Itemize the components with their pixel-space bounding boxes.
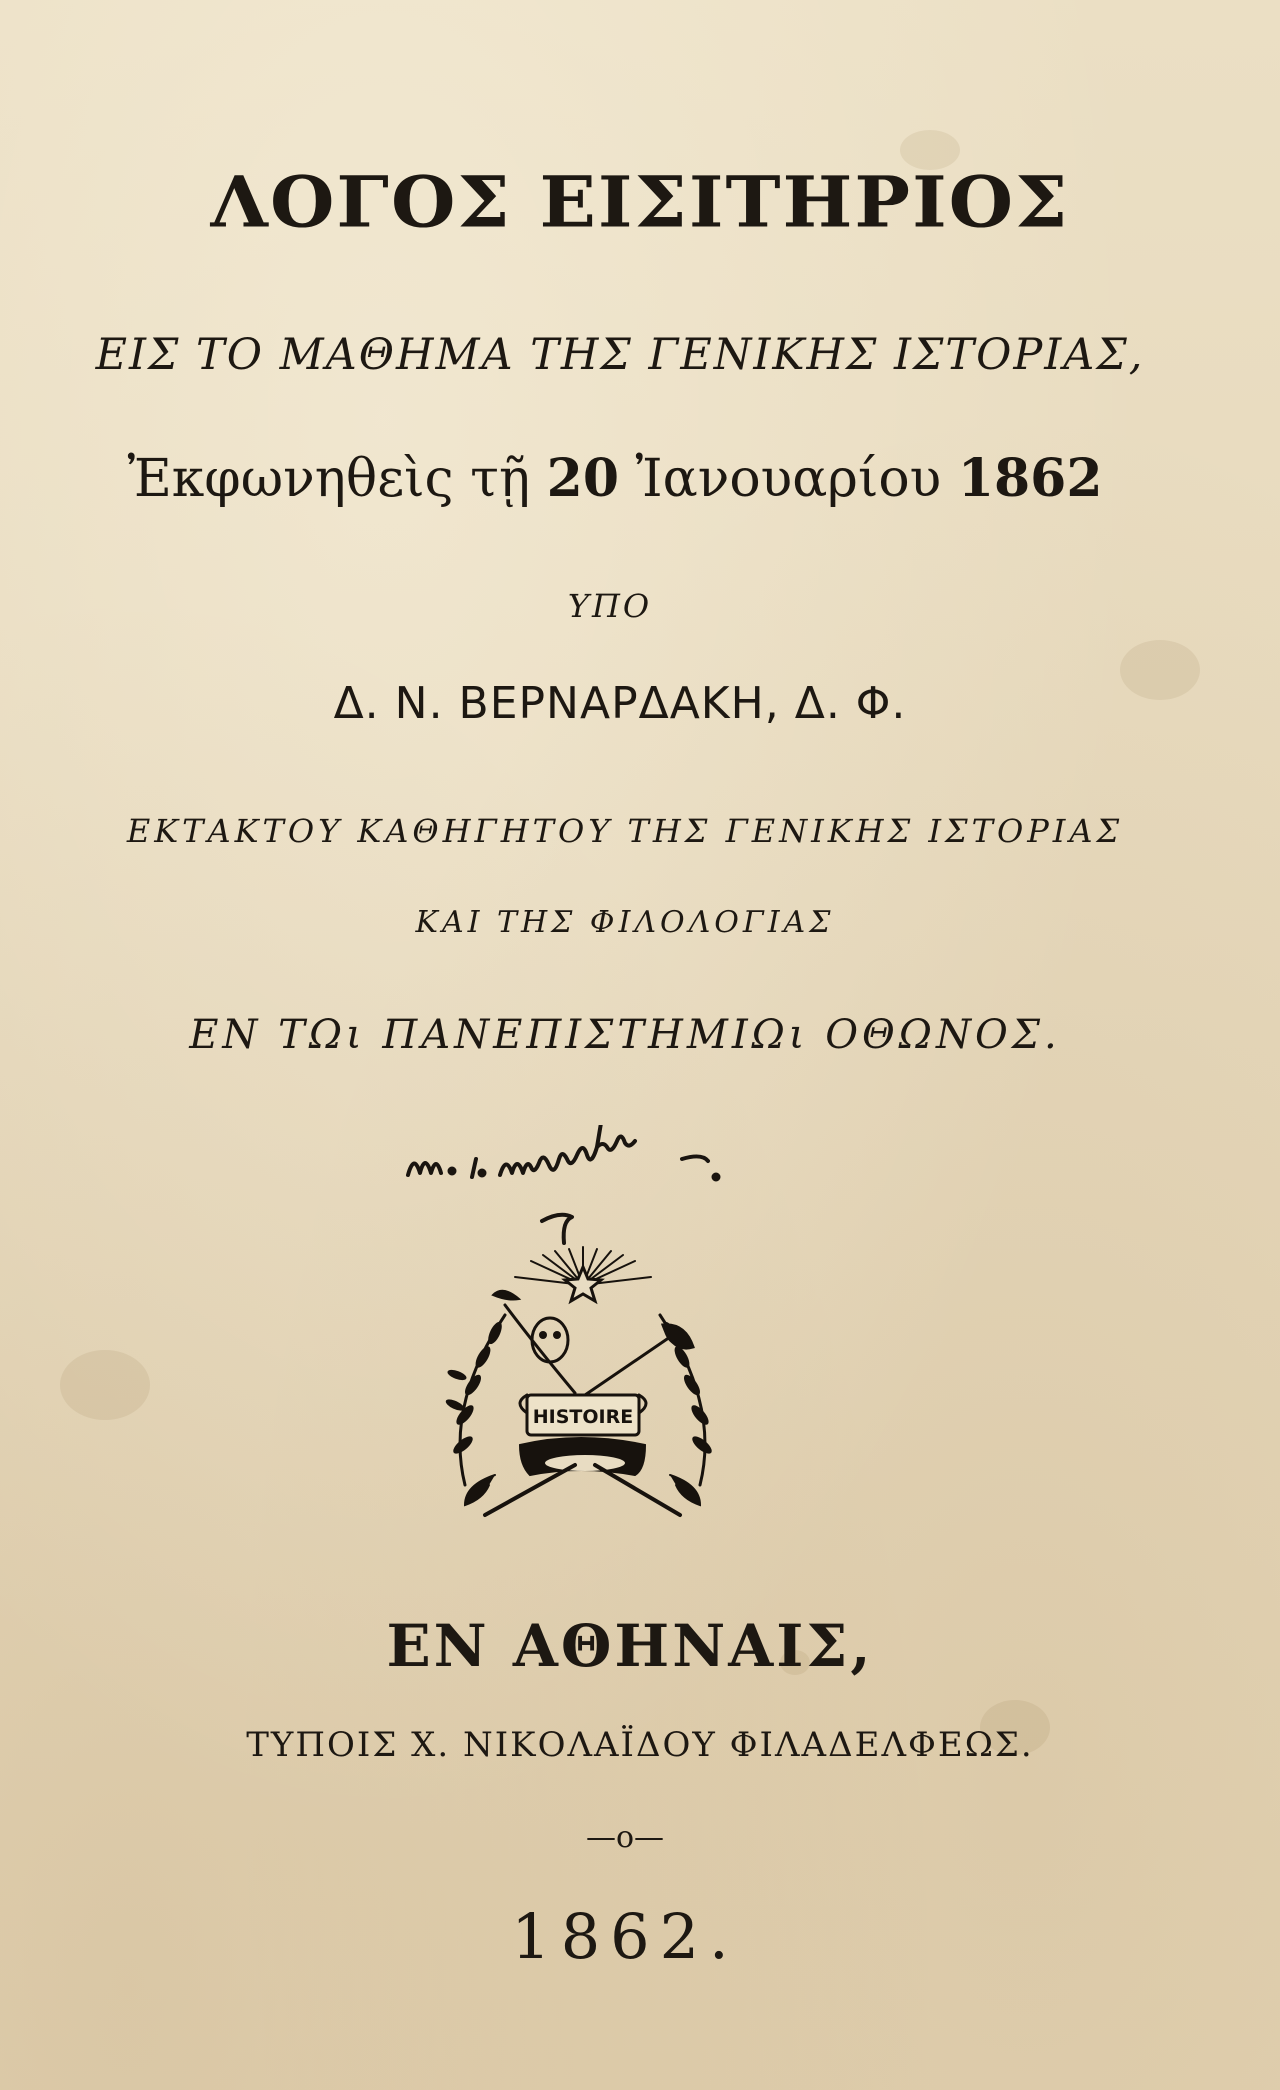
imprint-city: ΕΝ ΑΘΗΝΑΙΣ, <box>386 1612 874 1680</box>
delivery-date-line <box>0 448 1255 509</box>
author-position-line-3: ΕΝ ΤΩι ΠΑΝΕΠΙΣΤΗΜΙΩι ΟΘΩΝΟΣ. <box>189 1012 1061 1058</box>
book-subtitle: ΕΙΣ ΤΟ ΜΑΘΗΜΑ ΤΗΣ ΓΕΝΙΚΗΣ ΙΣΤΟΡΙΑΣ, <box>95 330 1145 380</box>
author-position-line-1: ΕΚΤΑΚΤΟΥ ΚΑΘΗΓΗΤΟΥ ΤΗΣ ΓΕΝΙΚΗΣ ΙΣΤΟΡΙΑΣ <box>126 812 1124 850</box>
delivery-month: Ἰανουαρίου <box>635 449 942 509</box>
delivery-year: 1862 <box>957 448 1103 509</box>
delivery-prefix: Ἐκφωνηθεὶς τῇ <box>127 449 531 509</box>
emblem-banner-text: HISTOIRE <box>532 1406 634 1428</box>
imprint-year: 1862. <box>511 1900 739 1973</box>
book-title: ΛΟΓΟΣ ΕΙΣΙΤΗΡΙΟΣ <box>210 162 1070 244</box>
imprint-separator: —o— <box>585 1820 665 1855</box>
printers-emblem-woodcut <box>435 1245 730 1535</box>
delivery-day: 20 <box>546 448 620 509</box>
author-name: Δ. Ν. ΒΕΡΝΑΡΔΑΚΗ, Δ. Φ. <box>333 678 907 729</box>
author-position-line-2: ΚΑΙ ΤΗΣ ΦΙΛΟΛΟΓΙΑΣ <box>415 905 835 940</box>
imprint-printer: ΤΥΠΟΙΣ Χ. ΝΙΚΟΛΑΪΔΟΥ ΦΙΛΑΔΕΛΦΕΩΣ. <box>246 1725 1034 1765</box>
by-label: ΥΠΟ <box>567 587 653 625</box>
